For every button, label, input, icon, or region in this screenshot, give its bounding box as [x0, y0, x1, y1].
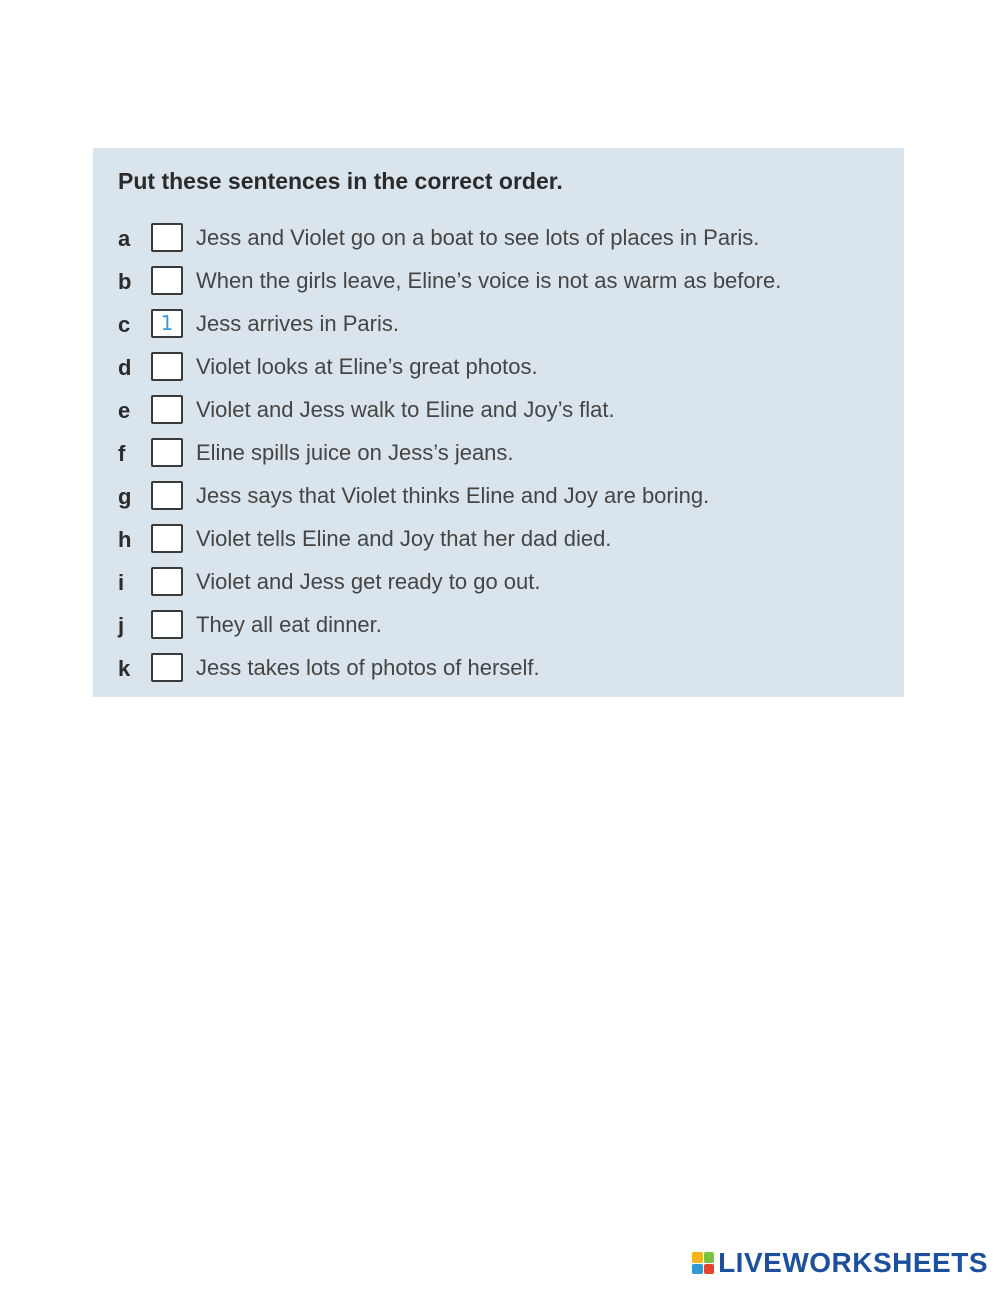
- sentence-letter: j: [118, 613, 125, 638]
- sentence-letter: b: [118, 269, 132, 294]
- sentence-list: [93, 223, 904, 696]
- logo-square-1: [692, 1252, 703, 1263]
- sentence-letter: e: [118, 398, 131, 423]
- sentence-text: Violet and Jess walk to Eline and Joy’s flat.: [196, 397, 615, 422]
- exercise-title: Put these sentences in the correct order.: [118, 168, 563, 194]
- sentence-text: Jess arrives in Paris.: [196, 311, 399, 336]
- sentence-text: Violet and Jess get ready to go out.: [196, 569, 541, 594]
- sentence-row-i: [93, 567, 904, 610]
- sentence-row-f: [93, 438, 904, 481]
- answer-box-i[interactable]: [151, 567, 183, 596]
- logo-square-2: [704, 1252, 715, 1263]
- sentence-text: When the girls leave, Eline’s voice is not as warm as before.: [196, 268, 782, 293]
- sentence-text: Jess says that Violet thinks Eline and Joy are boring.: [196, 483, 710, 508]
- sentence-letter: k: [118, 656, 131, 681]
- sentence-letter: i: [118, 570, 125, 595]
- sentence-letter: d: [118, 355, 132, 380]
- sentence-row-d: [93, 352, 904, 395]
- sentence-row-j: [93, 610, 904, 653]
- exercise-panel: [93, 148, 904, 697]
- sentence-row-k: [93, 653, 904, 696]
- answer-box-k[interactable]: [151, 653, 183, 682]
- brand-name: LIVEWORKSHEETS: [718, 1247, 988, 1278]
- answer-box-b[interactable]: [151, 266, 183, 295]
- answer-box-e[interactable]: [151, 395, 183, 424]
- sentence-letter: h: [118, 527, 132, 552]
- sentence-text: They all eat dinner.: [196, 612, 382, 637]
- liveworksheets-brand: [692, 1247, 988, 1279]
- sentence-text: Violet looks at Eline’s great photos.: [196, 354, 538, 379]
- sentence-row-a: [93, 223, 904, 266]
- sentence-row-h: [93, 524, 904, 567]
- sentence-letter: a: [118, 226, 131, 251]
- sentence-text: Eline spills juice on Jess’s jeans.: [196, 440, 514, 465]
- sentence-letter: g: [118, 484, 132, 509]
- sentence-row-g: [93, 481, 904, 524]
- answer-box-d[interactable]: [151, 352, 183, 381]
- answer-box-h[interactable]: [151, 524, 183, 553]
- sentence-row-e: [93, 395, 904, 438]
- answer-box-g[interactable]: [151, 481, 183, 510]
- sentence-row-c: [93, 309, 904, 352]
- answer-box-j[interactable]: [151, 610, 183, 639]
- sentence-letter: f: [118, 441, 126, 466]
- liveworksheets-logo-icon: [692, 1252, 714, 1274]
- logo-square-4: [704, 1264, 715, 1275]
- sentence-row-b: [93, 266, 904, 309]
- logo-square-3: [692, 1264, 703, 1275]
- answer-box-a[interactable]: [151, 223, 183, 252]
- sentence-letter: c: [118, 312, 131, 337]
- answer-box-f[interactable]: [151, 438, 183, 467]
- sentence-text: Jess and Violet go on a boat to see lots of places in Paris.: [196, 225, 760, 250]
- sentence-text: Jess takes lots of photos of herself.: [196, 655, 540, 680]
- sentence-text: Violet tells Eline and Joy that her dad died.: [196, 526, 612, 551]
- answer-box-c[interactable]: 1: [151, 309, 183, 338]
